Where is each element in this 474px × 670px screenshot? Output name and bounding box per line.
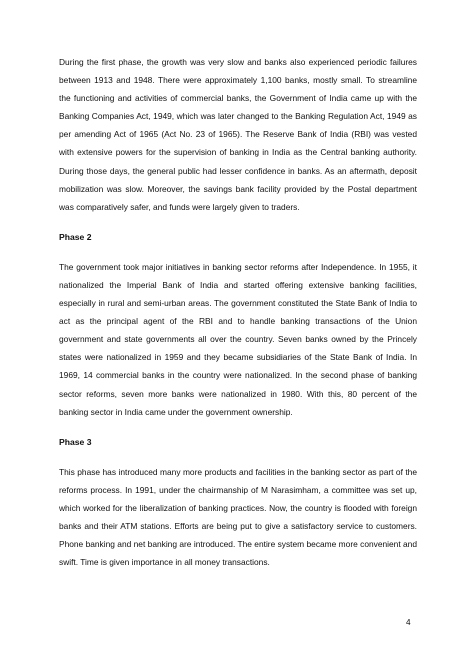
spacer	[59, 451, 417, 463]
spacer	[59, 246, 417, 258]
page-content	[59, 53, 417, 571]
section-heading-phase-3: Phase 3	[59, 436, 92, 447]
spacer	[59, 421, 417, 433]
section-paragraph-phase-2: The government took major initiatives in banking sector reforms after Independence. In 1955, it nationalized the Imperial Bank of India and started offering extensive banking facilities, especially in rural and semi-urban areas. The government constituted the State Bank of India to act as the principal agent of the RBI and to handle banking transactions of the Union government and state governments all over the country. Seven banks owned by the Princely states were nationalized in 1959 and they became subsidiaries of the State Bank of India. In 1969, 14 commercial banks in the country were nationalized. In the second phase of banking sector reforms, seven more banks were nationalized in 1980. With this, 80 percent of the banking sector in India came under the government ownership.	[59, 261, 417, 417]
section-heading-phase-2: Phase 2	[59, 231, 92, 242]
spacer	[59, 216, 417, 228]
section-paragraph-phase-3: This phase has introduced many more products and facilities in the banking sector as part of the reforms process. In 1991, under the chairmanship of M Narasimham, a committee was set up, which worked for the liberalization of banking practices. Now, the country is flooded with foreign banks and their ATM stations. Efforts are being put to give a satisfactory service to customers. Phone banking and net banking are introduced. The entire system became more convenient and swift. Time is given importance in all money transactions.	[59, 466, 417, 568]
intro-paragraph: During the first phase, the growth was very slow and banks also experienced periodic failures between 1913 and 1948. There were approximately 1,100 banks, mostly small. To streamline the functioning and activities of commercial banks, the Government of India came up with the Banking Companies Act, 1949, which was later changed to the Banking Regulation Act, 1949 as per amending Act of 1965 (Act No. 23 of 1965). The Reserve Bank of India (RBI) was vested with extensive powers for the supervision of banking in India as the Central banking authority. During those days, the general public had lesser confidence in banks. As an aftermath, deposit mobilization was slow. Moreover, the savings bank facility provided by the Postal department was comparatively safer, and funds were largely given to traders.	[59, 57, 417, 212]
page-number: 4	[406, 618, 411, 627]
